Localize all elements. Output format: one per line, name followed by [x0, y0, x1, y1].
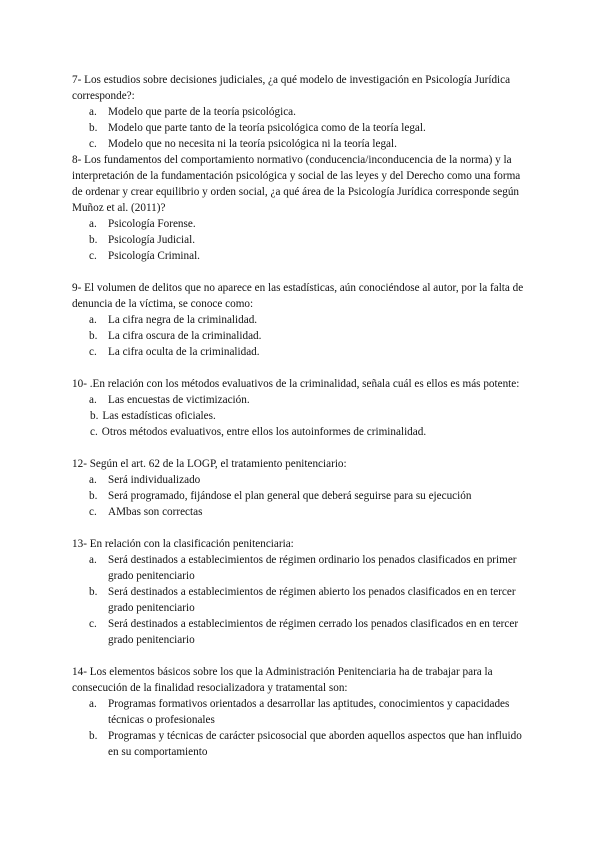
question-text: 14- Los elementos básicos sobre los que la Administración Penitenciaria ha de trabajar para la consecución de la finalidad resocializadora y tratamental son:	[72, 666, 493, 694]
option-text: La cifra oscura de la criminalidad.	[108, 330, 262, 342]
option-item	[72, 728, 526, 760]
option-text: Modelo que parte tanto de la teoría psicológica como de la teoría legal.	[108, 122, 426, 134]
option-text: Será individualizado	[108, 474, 201, 486]
question-13	[72, 536, 526, 648]
option-label: b.	[90, 410, 99, 422]
options-list	[72, 392, 526, 408]
option-label: c.	[89, 506, 97, 518]
option-label: a.	[89, 106, 97, 118]
option-text: Psicología Criminal.	[108, 250, 200, 262]
option-item	[72, 232, 526, 248]
option-text: Las encuestas de victimización.	[108, 394, 250, 406]
option-text: Será destinados a establecimientos de régimen abierto los penados clasificados en en tercer grado penitenciario	[108, 586, 516, 614]
option-text: Será destinados a establecimientos de régimen cerrado los penados clasificados en en tercer grado penitenciario	[108, 618, 519, 646]
option-item	[72, 312, 526, 328]
option-label: b.	[89, 586, 98, 598]
option-label: a.	[89, 698, 97, 710]
option-item	[72, 344, 526, 360]
question-text: 12- Según el art. 62 de la LOGP, el tratamiento penitenciario:	[72, 458, 347, 470]
option-item	[72, 504, 526, 520]
option-label: a.	[89, 394, 97, 406]
spacer	[72, 648, 526, 664]
option-label: c.	[89, 618, 97, 630]
option-text: Será destinados a establecimientos de régimen ordinario los penados clasificados en primer grado penitenciario	[108, 554, 517, 582]
option-label: b.	[89, 122, 98, 134]
option-label: b.	[89, 234, 98, 246]
option-item	[72, 216, 526, 232]
option-item	[72, 408, 526, 424]
option-text: Otros métodos evaluativos, entre ellos los autoinformes de criminalidad.	[101, 426, 427, 438]
option-item	[72, 104, 526, 120]
option-label: a.	[89, 218, 97, 230]
option-item	[72, 472, 526, 488]
option-item	[72, 424, 526, 440]
option-label: a.	[89, 554, 97, 566]
option-text: Programas formativos orientados a desarrollar las aptitudes, conocimientos y capacidades técnicas o profesionales	[108, 698, 510, 726]
option-text: Las estadísticas oficiales.	[102, 410, 216, 422]
option-label: c.	[89, 346, 97, 358]
option-item	[72, 616, 526, 648]
option-item	[72, 552, 526, 584]
option-item	[72, 328, 526, 344]
option-item	[72, 584, 526, 616]
question-14	[72, 664, 526, 760]
option-label: c.	[89, 138, 97, 150]
question-9	[72, 280, 526, 360]
spacer	[72, 520, 526, 536]
option-item	[72, 392, 526, 408]
options-list	[72, 312, 526, 360]
option-item	[72, 136, 526, 152]
spacer	[72, 440, 526, 456]
option-text: Modelo que no necesita ni la teoría psicológica ni la teoría legal.	[108, 138, 397, 150]
options-list	[72, 472, 526, 520]
option-text: AMbas son correctas	[108, 506, 203, 518]
option-label: b.	[89, 490, 98, 502]
option-item	[72, 120, 526, 136]
option-label: c.	[89, 250, 97, 262]
question-7	[72, 72, 526, 152]
question-text: 13- En relación con la clasificación penitenciaria:	[72, 538, 294, 550]
option-text: Psicología Forense.	[108, 218, 196, 230]
option-text: Programas y técnicas de carácter psicosocial que aborden aquellos aspectos que han influido en su comportamiento	[108, 730, 522, 758]
option-label: c.	[90, 426, 98, 438]
option-label: a.	[89, 314, 97, 326]
spacer	[72, 264, 526, 280]
option-text: Psicología Judicial.	[108, 234, 196, 246]
options-list	[72, 408, 526, 440]
option-text: La cifra negra de la criminalidad.	[108, 314, 258, 326]
option-text: Será programado, fijándose el plan general que deberá seguirse para su ejecución	[108, 490, 472, 502]
question-text: 8- Los fundamentos del comportamiento normativo (conducencia/inconducencia de la norma) y la interpretación de la fundamentación psicológica y social de las leyes y del Derecho como una forma de ordenar y crear equilibrio y orden social, ¿a qué área de la Psicología Jurídica corresponde según Muñoz et al. (2011)?	[72, 154, 521, 214]
option-text: Modelo que parte de la teoría psicológica.	[108, 106, 296, 118]
option-label: b.	[89, 730, 98, 742]
question-12	[72, 456, 526, 520]
option-item	[72, 248, 526, 264]
options-list	[72, 216, 526, 264]
question-8	[72, 152, 526, 264]
option-label: a.	[89, 474, 97, 486]
spacer	[72, 360, 526, 376]
question-text: 10- .En relación con los métodos evaluativos de la criminalidad, señala cuál es ellos es más potente:	[72, 378, 520, 390]
options-list	[72, 552, 526, 648]
question-text: 7- Los estudios sobre decisiones judiciales, ¿a qué modelo de investigación en Psicología Jurídica corresponde?:	[72, 74, 511, 102]
option-text: La cifra oculta de la criminalidad.	[108, 346, 260, 358]
option-item	[72, 488, 526, 504]
question-10	[72, 376, 526, 440]
options-list	[72, 104, 526, 152]
option-item	[72, 696, 526, 728]
question-text: 9- El volumen de delitos que no aparece en las estadísticas, aún conociéndose al autor, por la falta de denuncia de la víctima, se conoce como:	[72, 282, 524, 310]
option-label: b.	[89, 330, 98, 342]
options-list	[72, 696, 526, 760]
